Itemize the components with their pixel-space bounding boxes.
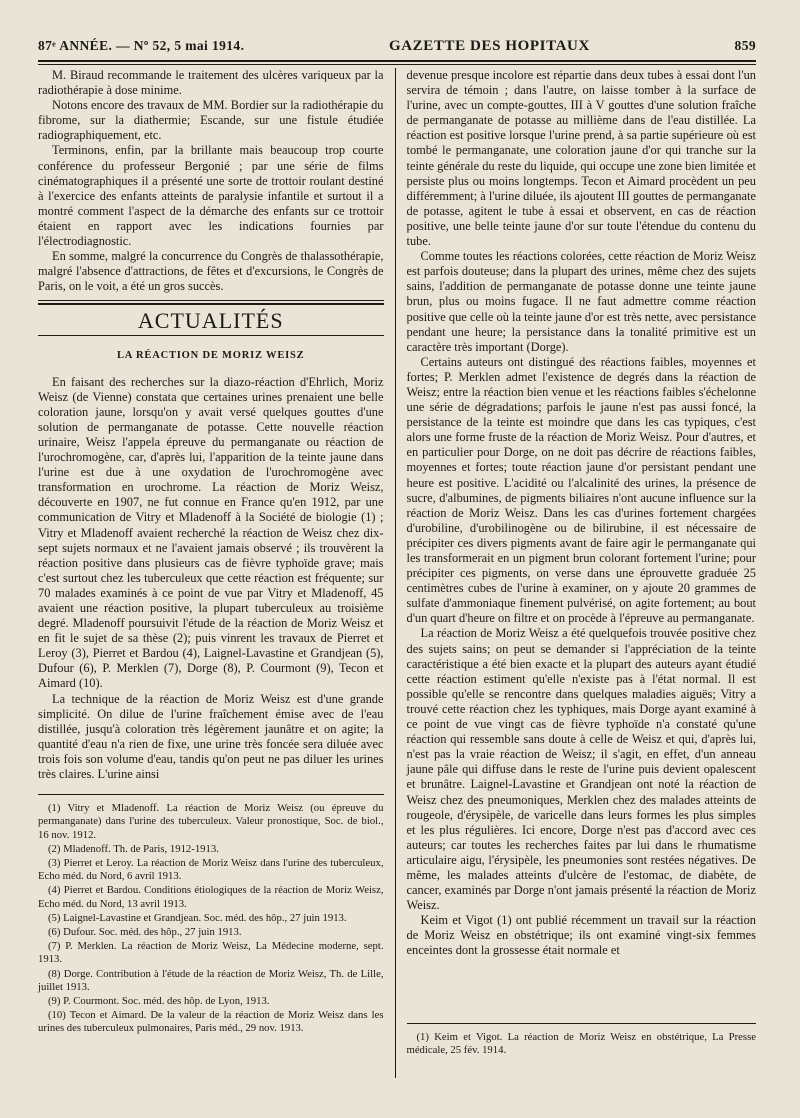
paragraph: En somme, malgré la concurrence du Congrès de thalassothérapie, malgré l'absence d'attractions, de fêtes et d'excursions, le Congrès de Paris, on le voit, a été un gros succès. bbox=[38, 249, 384, 294]
footnote: (4) Pierret et Bardou. Conditions étiologiques de la réaction de Moriz Weisz, Echo méd. du Nord, 13 avril 1913. bbox=[38, 884, 384, 910]
paragraph: Keim et Vigot (1) ont publié récemment un travail sur la réaction de Moriz Weisz en obstétrique; ils ont examiné vingt-six femmes enceintes dont la grossesse était normale et bbox=[406, 913, 756, 958]
section-rule-top-thick bbox=[38, 303, 384, 305]
right-column bbox=[396, 68, 757, 1078]
footnote: (5) Laignel-Lavastine et Grandjean. Soc. méd. des hôp., 27 juin 1913. bbox=[48, 911, 347, 924]
footnote: (8) Dorge. Contribution à l'étude de la réaction de Moriz Weisz, Th. de Lille, juillet 1913. bbox=[38, 967, 384, 993]
paragraph: M. Biraud recommande le traitement des ulcères variqueux par la radiothérapie à dose minime. bbox=[38, 68, 384, 98]
footnote: (1) Keim et Vigot. La réaction de Moriz Weisz en obstétrique, La Presse médicale, 25 fév. 1914. bbox=[406, 1030, 756, 1056]
page-number: 859 bbox=[734, 38, 756, 53]
congress-report-end bbox=[38, 68, 384, 294]
paragraph: Terminons, enfin, par la brillante mais beaucoup trop courte conférence du professeur Bergonié ; par une série de films cinématographiques il a présenté une sorte de trottoir roulant destiné à l'exercice des enfants atteints de paralysie infantile et surtout il a montré comment l'aspect de la démarche des enfants sur ce trottoir étaient en rapport avec les indications fournies par l'électrodiagnostic. bbox=[38, 143, 384, 249]
page-header bbox=[38, 38, 756, 60]
columns bbox=[38, 68, 756, 1078]
paragraph: La technique de la réaction de Moriz Weisz est d'une grande simplicité. On dilue de l'urine fraîchement émise avec de l'eau distillée, jusqu'à coloration très légèrement jaunâtre et on agite; la quantité d'eau n'a rien de fixe, une urine très foncée sera diluée avec trois fois son volume d'eau, tandis qu'on peut ne pas diluer les urines très claires. L'urine ainsi bbox=[38, 691, 384, 782]
footnote: (10) Tecon et Aimard. De la valeur de la réaction de Moriz Weisz dans les urines des tuberculeux pulmonaires, Paris méd., 29 nov. 1913. bbox=[38, 1009, 384, 1035]
journal-title: GAZETTE DES HOPITAUX bbox=[388, 38, 590, 54]
section-rule-bottom bbox=[38, 335, 384, 336]
footnote: (3) Pierret et Leroy. La réaction de Moriz Weisz dans l'urine des tuberculeux, Echo méd. du Nord, 6 avril 1913. bbox=[38, 856, 384, 883]
section-rule-top bbox=[38, 300, 384, 301]
footnotes-right bbox=[407, 1011, 757, 1058]
paragraph: Certains auteurs ont distingué des réactions faibles, moyennes et fortes; P. Merklen admet l'existence de degrés dans la réaction de Weisz; entre la réaction bien venue et les réactions faibles s'échelonne une série de dégradations; parfois le jaune n'est pas aussi foncé, la persistance de la teinte est moindre que dans les cas typiques, c'est alors une forme fruste de la réaction de Moriz Weisz. Pour d'autres, et en particulier pour Dorge, on ne doit pas décrire de réactions faibles, moyennes et fortes; toute réaction jaune d'or persistant pendant une heure est positive. L'acidité ou l'alcalinité des urines, la présence de sucre, d'albumines, de pigments biliaires n'ont aucune influence sur la réaction de Moriz Weisz. Dans les cas d'urines fortement chargées d'urobiline, d'urobilinogène ou de bilirubine, il est nécessaire de précipiter ces divers pigments avant de faire agir le permanganate qui les transformerait en un pigment brun colorant fortement l'urine; pour précipiter ces pigments, on verse dans une éprouvette graduée 25 centimètres cubes de l'urine à examiner, on y ajoute 20 grammes de sulfate d'ammoniaque finement pulvérisé, on agite fortement; au bout d'un quart d'heure on filtre et on procède à l'épreuve au permanganate. bbox=[406, 354, 756, 626]
left-column bbox=[38, 68, 396, 1078]
footnote: (1) Vitry et Mladenoff. La réaction de Moriz Weisz (ou épreuve du permanganate) dans l'urine des tuberculeux. Valeur pronostique, Soc. de biol., 16 nov. 1912. bbox=[38, 802, 384, 841]
paragraph: La réaction de Moriz Weisz a été quelquefois trouvée positive chez des sujets sains; on peut se demander si l'appréciation de la teinte caractéristique a été bien exacte et la plupart des auteurs ayant étudié cette réaction estiment qu'elle n'existe pas à l'état normal. Il est possible qu'elle se rencontre dans quelques maladies aiguës; Vitry a trouvé cette réaction chez les typhiques, mais Dorge ayant examiné à ce point de vue vingt cas de fièvre typhoïde n'a constaté qu'une réaction qui ressemble sans doute à celle de Weisz et qui, d'après lui, n'est pas la vraie réaction de Weisz; il s'agit, en effet, d'un anneau jaune pâle qui diffuse dans le reste de l'urine puis devient opalescent et brunâtre. Laignel-Lavastine et Grandjean ont noté la réaction de Weisz chez des pneumoniques, Merklen chez des malades atteints de rougeole, d'érysipèle, de varicelle dans leurs formes les plus simples et les plus régulières. Ici encore, Dorge n'est pas d'accord avec ces auteurs; car toutes les recherches faites par lui dans le rhumatisme articulaire aigu, l'érysipèle, les pneumonies sont restées négatives. De même, les malades atteints d'ulcère de l'estomac, de diabète, de cancer, examinés par Dorge n'ont jamais présenté la réaction de Moriz Weisz. bbox=[406, 626, 756, 913]
footnote: (9) P. Courmont. Soc. méd. des hôp. de Lyon, 1913. bbox=[48, 994, 270, 1007]
paragraph: Comme toutes les réactions colorées, cette réaction de Moriz Weisz est parfois douteuse; dans la plupart des urines, même chez des sujets sains, l'addition de permanganate de potasse donne une teinte jaune brun, plus ou moins fugace. Il ne faut admettre comme réaction positive que celle où la teinte jaune d'or est très nette, avec persistance pendant une heure; la persistance dans la tonalité primitive est un caractère très important (Dorge). bbox=[406, 249, 756, 354]
footnote: (6) Dufour. Soc. méd. des hôp., 27 juin 1913. bbox=[48, 925, 242, 938]
paragraph: En faisant des recherches sur la diazo-réaction d'Ehrlich, Moriz Weisz (de Vienne) constata que certaines urines prenaient une belle coloration jaune, lorsqu'on y avait versé quelques gouttes d'une solution de permanganate de potasse. Cette nouvelle réaction urinaire, Weisz l'appela épreuve du permanganate ou réaction de l'urochromogène, car, d'après lui, l'apparition de la teinte jaune dans l'urine est due à une oxydation de l'urochromogène avec transformation en urochrome. La réaction de Moriz Weisz, découverte en 1907, ne fut connue en France qu'en 1912, par une communication de Vitry et Mladenoff à la Société de biologie (1) ; Vitry et Mladenoff avaient recherché la réaction de Weisz chez dix-sept sujets normaux et ne l'avaient jamais observé ; ils trouvèrent la réaction positive dans plusieurs cas de fièvre typhoïde grave; mais c'est surtout chez les tuberculeux que cette réaction est fréquente; sur 70 malades examinés à ce point de vue par Vitry et Mladenoff, 45 avaient une réaction positive, la plupart tuberculeux au troisième degré. Mladenoff poursuivit l'étude de la réaction de Moriz Weisz et en fit le sujet de sa thèse (2); puis vinrent les travaux de Pierret et Leroy (3), Pierret et Bardou (4), Laignel-Lavastine et Grandjean (5), Dufour (6), P. Merklen (7), Dorge (8), P. Courmont (9), Tecon et Aimard (10). bbox=[38, 374, 384, 691]
header-rule bbox=[38, 60, 756, 65]
article-body-continued bbox=[407, 68, 757, 959]
paragraph: devenue presque incolore est répartie dans deux tubes à essai dont l'un servira de témoin ; dans l'autre, on laisse tomber à la surface de l'urine, avec un compte-gouttes, III à V gouttes d'une solution fraîche de permanganate de potasse au millième dans de l'eau distillée. La réaction est positive lorsque l'urine prend, à sa partie supérieure où est tombé le permanganate, une coloration jaune d'or qui tranche sur la teinte générale du reste du liquide, qui occupe une zone bien limitée et persiste plus ou moins longtemps. Tecon et Aimard procèdent un peu différemment; à l'urine diluée, ils ajoutent III gouttes de permanganate de potasse, agitent le tube à essai et observent, en cas de réaction positive, une belle teinte jaune d'or sur toute l'étendue du contenu du tube. bbox=[406, 68, 757, 249]
paragraph: Notons encore des travaux de MM. Bordier sur la radiothérapie du fibrome, sur la diathermie; Escande, sur une fistule étudiée radiographiquement, etc. bbox=[38, 98, 384, 143]
section-title: ACTUALITÉS bbox=[137, 308, 284, 334]
article-body bbox=[38, 375, 384, 783]
footnote: (7) P. Merklen. La réaction de Moriz Weisz, La Médecine moderne, sept. 1913. bbox=[38, 940, 384, 966]
footnote-separator bbox=[407, 1023, 757, 1024]
footnotes-left bbox=[38, 802, 384, 1035]
issue-info: 87ᵉ ANNÉE. — Nº 52, 5 mai 1914. bbox=[38, 38, 245, 53]
article-title: LA RÉACTION DE MORIZ WEISZ bbox=[117, 349, 305, 361]
footnote: (2) Mladenoff. Th. de Paris, 1912-1913. bbox=[48, 842, 219, 855]
footnote-separator bbox=[38, 794, 384, 795]
